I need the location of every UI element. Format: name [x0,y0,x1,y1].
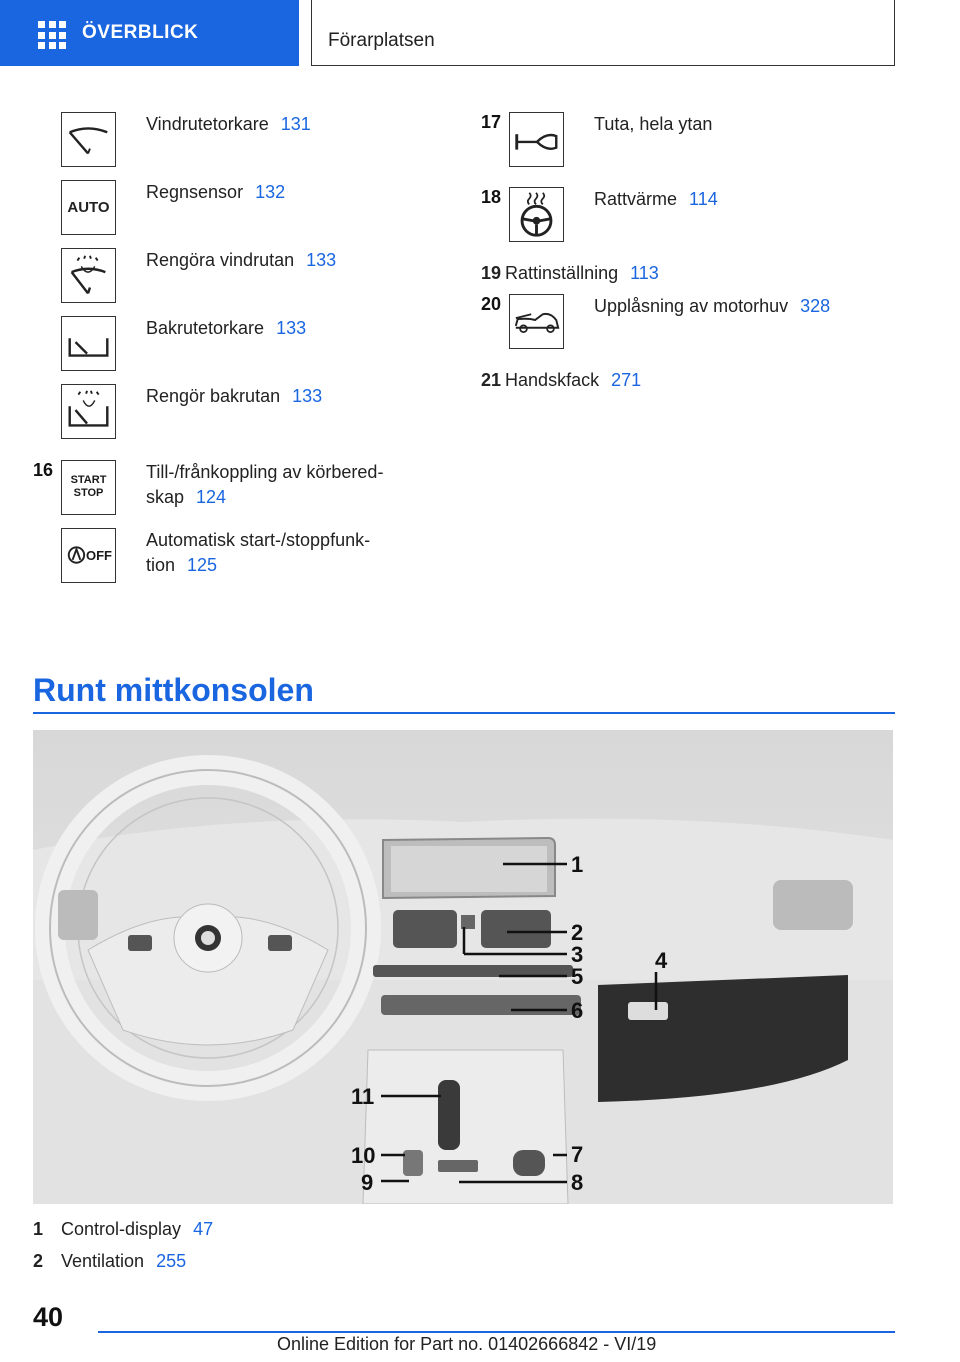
page-link[interactable]: 124 [196,487,227,507]
entry-text: Regnsensor [146,182,244,202]
off-label: OFF [86,548,112,563]
callout-10: 10 [351,1143,376,1168]
callout-11: 11 [351,1084,375,1109]
page-link[interactable]: 255 [156,1251,187,1271]
grid-menu-icon [38,21,66,45]
page-link[interactable]: 133 [306,250,337,270]
footer-edition: Online Edition for Part no. 01402666842 - VI/19 [277,1334,657,1354]
page-link[interactable]: 47 [193,1219,214,1239]
entry-text: Automatisk start-/stoppfunk- [146,530,371,550]
list-item [33,1217,213,1242]
page-link[interactable]: 132 [255,182,286,202]
entry-text: Bakrutetorkare [146,318,265,338]
footer-divider [98,1331,895,1333]
list-item [594,294,830,319]
item-number: 21 [481,370,502,390]
callout-9: 9 [361,1170,374,1195]
entry-text: Rattvärme [594,189,678,209]
center-console-illustration [33,730,893,1204]
list-item [146,528,370,578]
windshield-washer-icon [61,248,116,303]
section-header [311,0,895,66]
item-number: 16 [33,460,54,480]
item-number: 20 [481,294,502,314]
overview-tab[interactable] [0,0,299,66]
overview-tab-label: ÖVERBLICK [82,22,199,43]
page-link[interactable]: 271 [611,370,642,390]
list-item [594,112,712,137]
rear-wiper-icon [61,316,116,371]
page-link[interactable]: 133 [276,318,307,338]
list-item [481,261,659,286]
item-number: 19 [481,263,502,283]
list-item [146,180,285,205]
steering-wheel-heating-icon [509,187,564,242]
entry-text: Handskfack [505,370,600,390]
entry-text: Upplåsning av motorhuv [594,296,789,316]
list-item [33,1249,186,1274]
page-link[interactable]: 133 [292,386,323,406]
callout-5: 5 [571,964,584,989]
rain-sensor-icon-label: AUTO [67,199,110,216]
entry-text: Ventilation [61,1251,145,1271]
page-link[interactable]: 114 [689,189,718,209]
auto-start-stop-off-icon [61,528,116,583]
entry-text: Rengöra vindrutan [146,250,295,270]
entry-text: skap [146,487,185,507]
entry-text: tion [146,555,176,575]
item-number: 2 [33,1251,44,1271]
start-label: START [70,474,107,486]
horn-icon [509,112,564,167]
rear-washer-icon [61,384,116,439]
rain-sensor-icon [61,180,116,235]
page-link[interactable]: 113 [630,263,659,283]
callout-8: 8 [571,1170,584,1195]
list-item [146,316,306,341]
item-number: 17 [481,112,502,132]
entry-text: Tuta, hela ytan [594,114,713,134]
callout-2: 2 [571,920,584,945]
callout-4: 4 [655,948,668,973]
page-link[interactable]: 125 [187,555,218,575]
hood-release-icon [509,294,564,349]
list-item [146,460,383,510]
callout-1: 1 [571,852,584,877]
callout-7: 7 [571,1142,584,1167]
list-item [146,384,322,409]
callout-6: 6 [571,998,584,1023]
page-number: 40 [33,1302,64,1332]
entry-text: Rattinställning [505,263,619,283]
entry-text: Control-display [61,1219,182,1239]
list-item [146,248,336,273]
section-title: Runt mittkonsolen [33,672,314,708]
list-item [594,187,718,212]
stop-label: STOP [73,487,104,499]
start-stop-button-icon [61,460,116,515]
list-item [146,112,311,137]
section-header-title: Förarplatsen [328,30,435,51]
page-link[interactable]: 328 [800,296,831,316]
item-number: 1 [33,1219,44,1239]
page-link[interactable]: 131 [280,114,311,134]
entry-text: Till-/frånkoppling av körbered- [146,462,384,482]
item-number: 18 [481,187,502,207]
list-item [481,368,641,393]
section-divider [33,712,895,714]
entry-text: Vindrutetorkare [146,114,269,134]
entry-text: Rengör bakrutan [146,386,281,406]
wiper-icon [61,112,116,167]
callout-3: 3 [571,942,584,967]
